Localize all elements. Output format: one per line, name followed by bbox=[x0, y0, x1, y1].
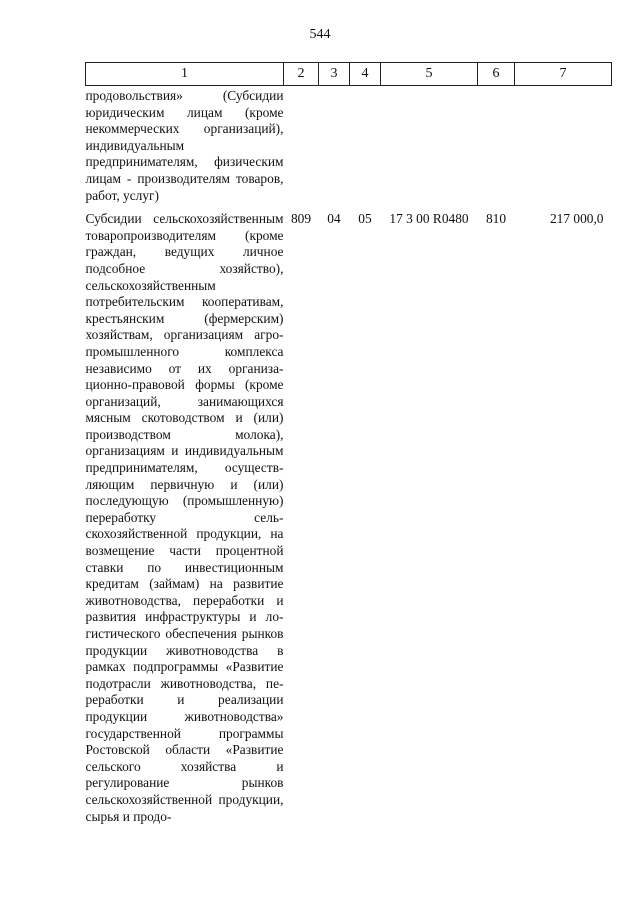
col-header-expense-type: 6 bbox=[478, 63, 515, 86]
col-header-subsection: 4 bbox=[350, 63, 381, 86]
row-ministry bbox=[284, 86, 319, 212]
row-section: 04 bbox=[327, 211, 341, 227]
row-target-article: 17 3 00 R0480 bbox=[389, 211, 469, 227]
row-subsection: 05 bbox=[358, 211, 372, 227]
row-expense-type bbox=[478, 86, 515, 212]
col-header-amount: 7 bbox=[515, 63, 612, 86]
row-target-article bbox=[381, 86, 478, 212]
col-header-description: 1 bbox=[86, 63, 284, 86]
row-ministry: 809 bbox=[290, 211, 312, 227]
table-row bbox=[86, 86, 612, 212]
row-amount bbox=[515, 86, 612, 212]
page-number: 544 bbox=[309, 27, 331, 42]
table-row bbox=[86, 211, 612, 825]
row-description: Субсидии сельскохозяйственным товаропроизводителям (кроме граждан, ведущих личное подсобное хозяйство), сельскохозяйственным потребительским кооперативам, крестьянским (фермерским) хозяйствам, организациям агропромышленного комплекса независимо от их организационно-правовой формы (кроме организаций, занимающихся мясным скотоводством и (или) производством молока), организациям и индивидуальным предпринимателям, осуществляющим первичную и (или) последующую (промышленную) переработку сельскохозяйственной продукции, на возмещение части процентной ставки по инвестиционным кредитам (займам) на развитие животноводства, переработки и развития инфраструктуры и логистического обеспечения рынков продукции животноводства в рамках подпрограммы «Развитие подотрасли животноводства, переработки и реализации продукции животноводства» государственной программы Ростовской области «Развитие сельского хозяйства и регулирование рынков сельскохозяйственной продукции, сырья и продо- bbox=[85, 211, 284, 824]
row-section bbox=[319, 86, 350, 212]
col-header-ministry: 2 bbox=[284, 63, 319, 86]
row-description: продовольствия» (Субсидии юридическим лицам (кроме некоммерческих организаций), индивидуальным предпринимателям, физическим лицам - производителям товаров, работ, услуг) bbox=[85, 88, 284, 203]
row-expense-type: 810 bbox=[485, 211, 507, 227]
budget-table bbox=[85, 62, 612, 825]
row-amount: 217 000,0 bbox=[549, 211, 604, 227]
table-header-row bbox=[86, 63, 612, 86]
col-header-target-article: 5 bbox=[381, 63, 478, 86]
col-header-section: 3 bbox=[319, 63, 350, 86]
row-subsection bbox=[350, 86, 381, 212]
